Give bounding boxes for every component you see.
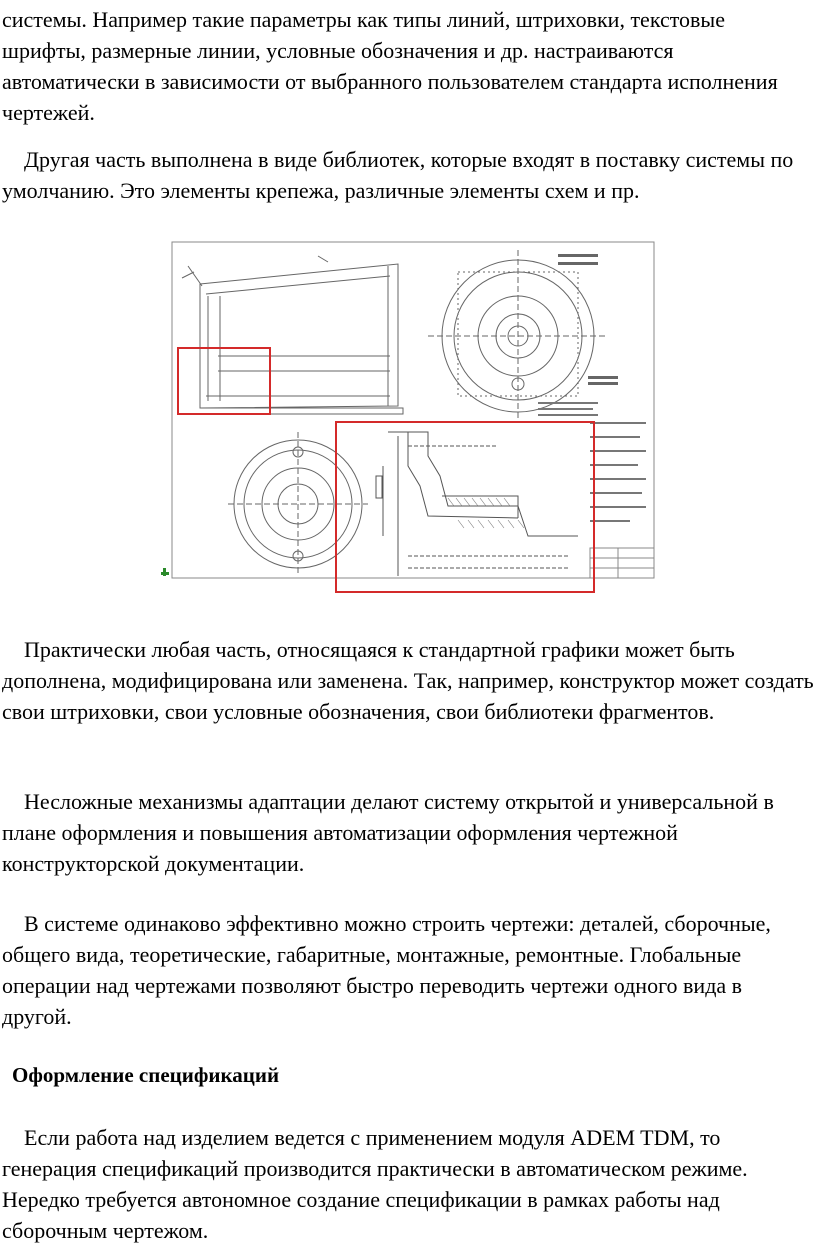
paragraph-specifications: Если работа над изделием ведется с применением модуля ADEM TDM, то генерация спецификаций производится практически в автоматическом режиме. Нередко требуется автономное создание спецификации в рамках работы над сборочным чертежом. (2, 1125, 748, 1243)
paragraph-libraries: Другая часть выполнена в виде библиотек, которые входят в поставку системы по умолчанию. Это элементы крепежа, различные элементы схем и пр. (2, 147, 794, 203)
paragraph-intro: системы. Например такие параметры как типы линий, штриховки, текстовые шрифты, размерные линии, условные обозначения и др. настраиваются автоматически в зависимости от выбранного пользователем стандарта исполнения чертежей. (2, 7, 778, 125)
paragraph-customization: Практически любая часть, относящаяся к стандартной графики может быть дополнена, модифицирована или заменена. Так, например, конструктор может создать свои штриховки, свои условные обозначения, свои библиотеки фрагментов. (2, 637, 814, 724)
section-heading: Оформление спецификаций (12, 1063, 280, 1087)
cad-drawing-image (158, 236, 658, 598)
paragraph-adaptation: Несложные механизмы адаптации делают систему открытой и универсальной в плане оформления и повышения автоматизации оформления чертежной конструкторской документации. (2, 789, 774, 876)
paragraph-drawing-types: В системе одинаково эффективно можно строить чертежи: деталей, сборочные, общего вида, теоретические, габаритные, монтажные, ремонтные. Глобальные операции над чертежами позволяют быстро переводить чертежи одного вида в другой. (2, 911, 771, 1029)
technical-drawing-figure (158, 236, 658, 598)
